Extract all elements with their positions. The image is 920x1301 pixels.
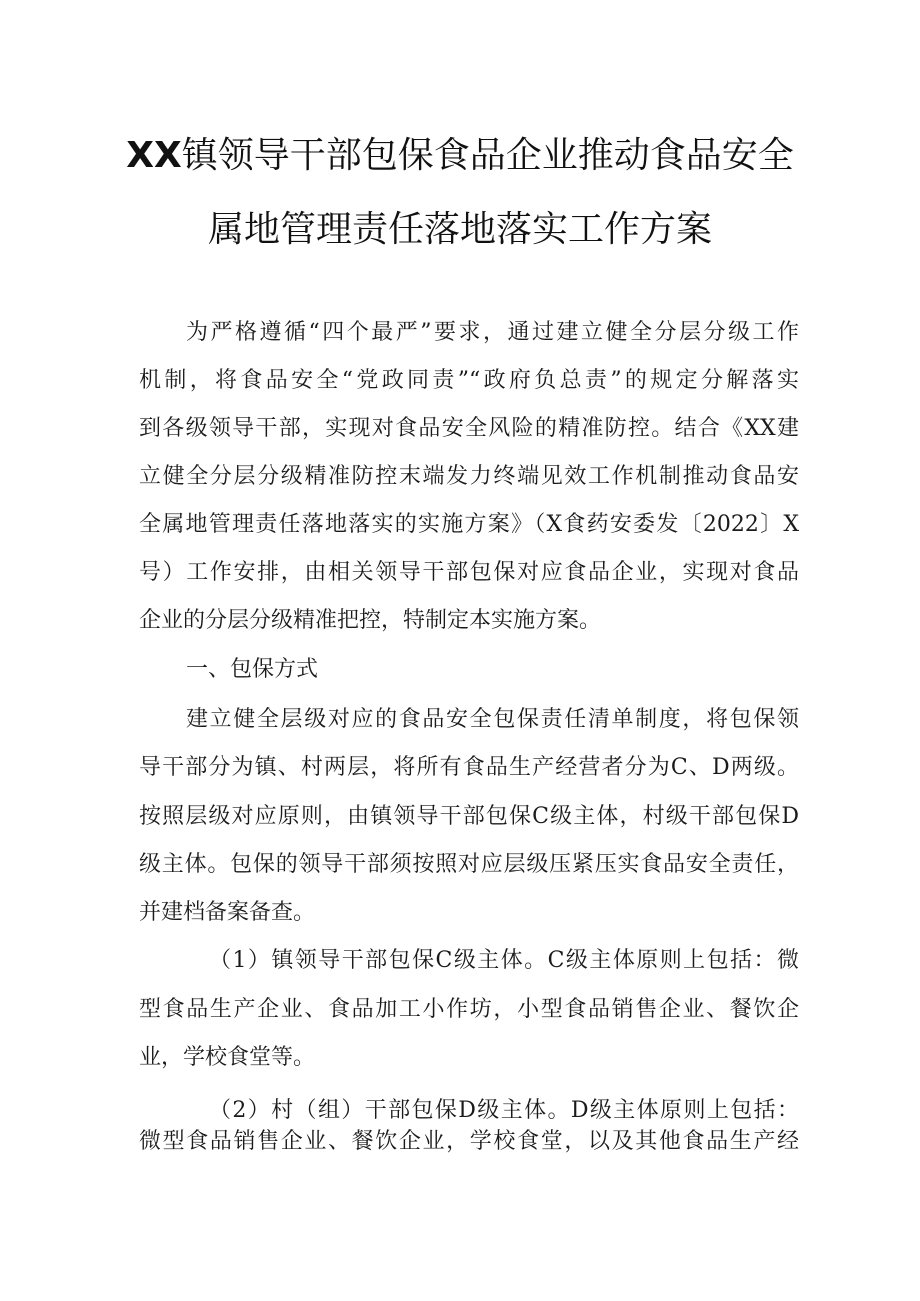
intro-line: 到各级领导干部，实现对食品安全风险的精准防控。结合《XX建	[139, 416, 799, 441]
intro-line: 企业的分层分级精准把控，特制定本实施方案。	[139, 608, 602, 633]
document-title-line-1	[0, 136, 920, 176]
item1-line: 型食品生产企业、食品加工小作坊，小型食品销售企业、餐饮企	[139, 997, 799, 1022]
intro-line: 为严格遵循“四个最严”要求，通过建立健全分层分级工作	[186, 320, 799, 345]
section1-line: 并建档备案备查。	[139, 900, 316, 925]
title-prefix: XX	[126, 135, 182, 176]
item1-line: （1）镇领导干部包保C级主体。C级主体原则上包括：微	[209, 948, 799, 973]
title-line-1-text: 镇领导干部包保食品企业推动食品安全	[181, 135, 794, 176]
document-title-line-2: 属地管理责任落地落实工作方案	[207, 209, 712, 250]
section1-line: 级主体。包保的领导干部须按照对应层级压紧压实食品安全责任，	[139, 852, 799, 877]
item2-line: （2）村（组）干部包保D级主体。D级主体原则上包括：	[209, 1098, 799, 1123]
intro-line: 立健全分层分级精准防控末端发力终端见效工作机制推动食品安	[139, 464, 799, 489]
intro-line: 全属地管理责任落地落实的实施方案》（X食药安委发〔2022〕X	[139, 512, 799, 537]
section-heading: 一、包保方式	[186, 657, 319, 682]
section1-line: 按照层级对应原则，由镇领导干部包保C级主体，村级干部包保D	[139, 804, 799, 829]
intro-line: 机制，将食品安全“党政同责”“政府负总责”的规定分解落实	[139, 368, 799, 393]
item2-line: 微型食品销售企业、餐饮企业，学校食堂，以及其他食品生产经	[139, 1129, 799, 1154]
item1-line: 业，学校食堂等。	[139, 1045, 316, 1070]
intro-line: 号）工作安排，由相关领导干部包保对应食品企业，实现对食品	[139, 560, 799, 585]
section1-line: 导干部分为镇、村两层，将所有食品生产经营者分为C、D两级。	[139, 755, 799, 780]
section1-line: 建立健全层级对应的食品安全包保责任清单制度，将包保领	[186, 707, 799, 732]
